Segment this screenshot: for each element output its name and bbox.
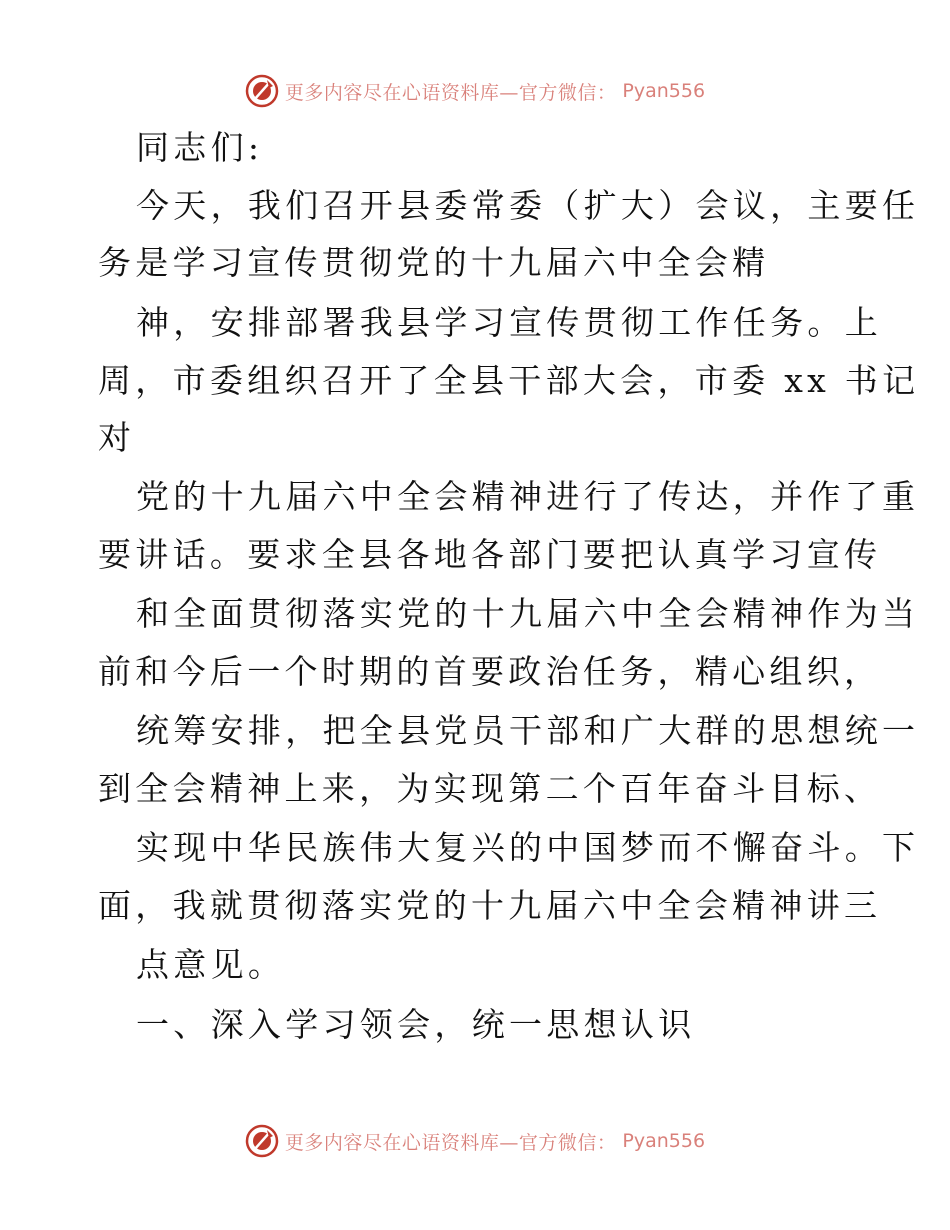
text-line: 神，安排部署我县学习宣传贯彻工作任务。上: [136, 303, 882, 342]
watermark-wechat-id: Pyan556: [622, 80, 706, 102]
text-line: 实现中华民族伟大复兴的中国梦而不懈奋斗。下: [136, 828, 920, 867]
watermark-text: 更多内容尽在心语资料库—官方微信：: [284, 1131, 617, 1154]
section-heading: 一、深入学习领会，统一思想认识: [136, 1005, 696, 1044]
watermark-text: 更多内容尽在心语资料库—官方微信：: [284, 81, 617, 104]
text-line: 周，市委组织召开了全县干部大会，市委 xx 书记: [98, 361, 920, 400]
pen-logo-icon: [245, 1124, 279, 1158]
text-line: 务是学习宣传贯彻党的十九届六中全会精: [98, 243, 770, 282]
text-line: 对: [98, 418, 136, 457]
watermark-wechat-id: Pyan556: [622, 1130, 706, 1152]
text-line: 前和今后一个时期的首要政治任务，精心组织，: [98, 652, 882, 691]
text-line: 党的十九届六中全会精神进行了传达，并作了重: [136, 477, 920, 516]
salutation-line: 同志们:: [136, 128, 264, 167]
text-line: 到全会精神上来，为实现第二个百年奋斗目标、: [98, 769, 882, 808]
text-line: 和全面贯彻落实党的十九届六中全会精神作为当: [136, 594, 920, 633]
text-line: 点意见。: [136, 945, 286, 984]
text-line: 要讲话。要求全县各地各部门要把认真学习宣传: [98, 535, 882, 574]
text-line: 统筹安排，把全县党员干部和广大群的思想统一: [136, 711, 920, 750]
text-line: 面，我就贯彻落实党的十九届六中全会精神讲三: [98, 886, 882, 925]
footer-watermark: [0, 1121, 950, 1161]
text-line: 今天，我们召开县委常委（扩大）会议，主要任: [136, 186, 920, 225]
